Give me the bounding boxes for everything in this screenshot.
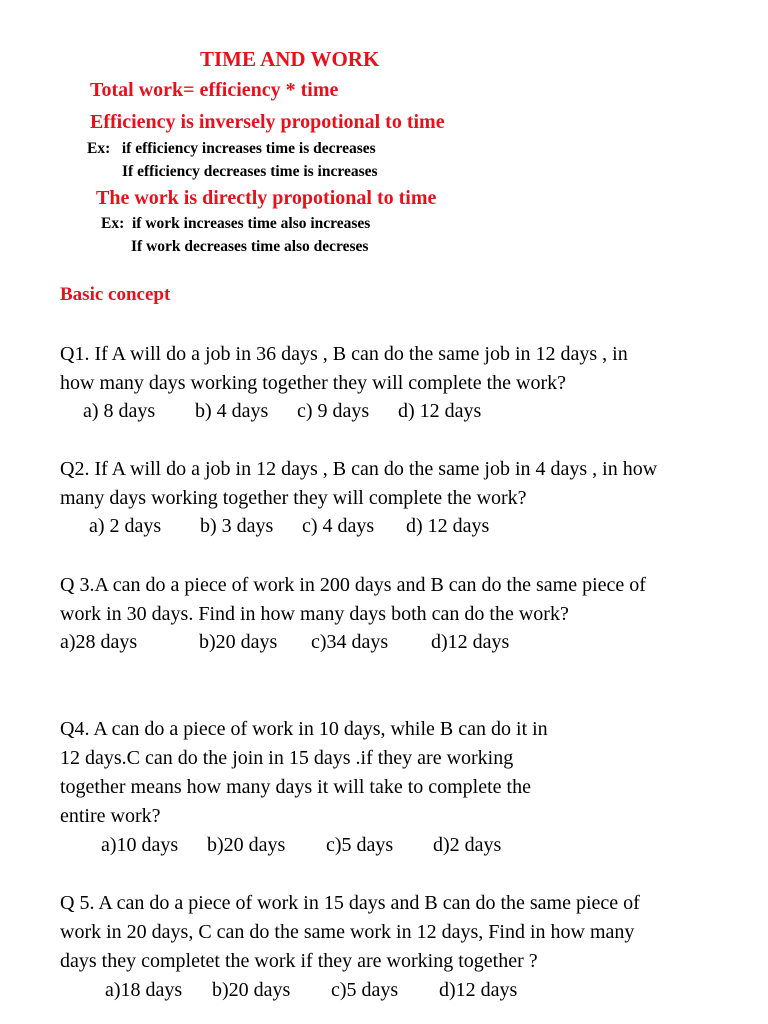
rule-direct-heading: The work is directly propotional to time [96,187,437,209]
question-5 [60,889,640,976]
option-d[interactable]: d)12 days [439,979,518,1001]
question-line: together means how many days it will take to complete the [60,776,531,798]
rule-inverse-example-1 [87,140,376,158]
question-line: many days working together they will complete the work? [60,487,527,509]
option-c[interactable]: c)34 days [311,631,389,653]
question-line: entire work? [60,805,161,827]
question-line: Q1. If A will do a job in 36 days , B can do the same job in 12 days , in [60,343,628,365]
question-3-options [60,631,509,654]
example-prefix: Ex: [101,215,125,232]
rule-direct-example-2: If work decreases time also decreses [131,238,369,255]
option-c[interactable]: c) 4 days [302,515,375,537]
question-line: work in 20 days, C can do the same work in 12 days, Find in how many [60,921,635,943]
question-line: 12 days.C can do the join in 15 days .if they are working [60,747,514,769]
question-line: Q2. If A will do a job in 12 days , B can do the same job in 4 days , in how [60,458,658,480]
question-2 [60,455,657,513]
option-b[interactable]: b)20 days [199,631,278,653]
rule-inverse-example-2: If efficiency decreases time is increases [122,163,378,180]
option-d[interactable]: d) 12 days [398,400,482,422]
option-b[interactable]: b) 3 days [200,515,274,537]
option-c[interactable]: c)5 days [331,979,399,1001]
page-title: TIME AND WORK [200,47,380,71]
option-a[interactable]: a)10 days [101,834,179,856]
question-1-options [83,400,481,423]
option-d[interactable]: d) 12 days [406,515,490,537]
option-b[interactable]: b)20 days [207,834,286,856]
option-c[interactable]: c)5 days [326,834,394,856]
question-line: Q4. A can do a piece of work in 10 days, while B can do it in [60,718,548,740]
question-line: days they completet the work if they are working together ? [60,950,538,972]
question-line: Q 3.A can do a piece of work in 200 days and B can do the same piece of [60,574,646,596]
option-a[interactable]: a) 2 days [89,515,162,537]
option-d[interactable]: d)12 days [431,631,510,653]
question-4 [60,715,548,831]
question-line: Q 5. A can do a piece of work in 15 days and B can do the same piece of [60,892,640,914]
option-b[interactable]: b) 4 days [195,400,269,422]
option-c[interactable]: c) 9 days [297,400,370,422]
question-2-options [89,515,489,538]
rule-direct-example-1 [101,215,370,233]
option-b[interactable]: b)20 days [212,979,291,1001]
question-line: how many days working together they will complete the work? [60,372,566,394]
option-a[interactable]: a)28 days [60,631,138,653]
question-line: work in 30 days. Find in how many days both can do the work? [60,603,569,625]
rule-inverse-heading: Efficiency is inversely propotional to time [90,111,445,133]
question-3 [60,571,646,629]
question-4-options [101,834,501,857]
question-5-options [105,979,517,1002]
section-heading: Basic concept [60,284,171,305]
example-text: if work increases time also increases [132,215,371,232]
formula-heading: Total work= efficiency * time [90,79,339,101]
example-text: if efficiency increases time is decreases [121,140,376,157]
question-1 [60,340,628,398]
option-d[interactable]: d)2 days [433,834,502,856]
option-a[interactable]: a)18 days [105,979,183,1001]
example-prefix: Ex: [87,140,111,157]
option-a[interactable]: a) 8 days [83,400,156,422]
